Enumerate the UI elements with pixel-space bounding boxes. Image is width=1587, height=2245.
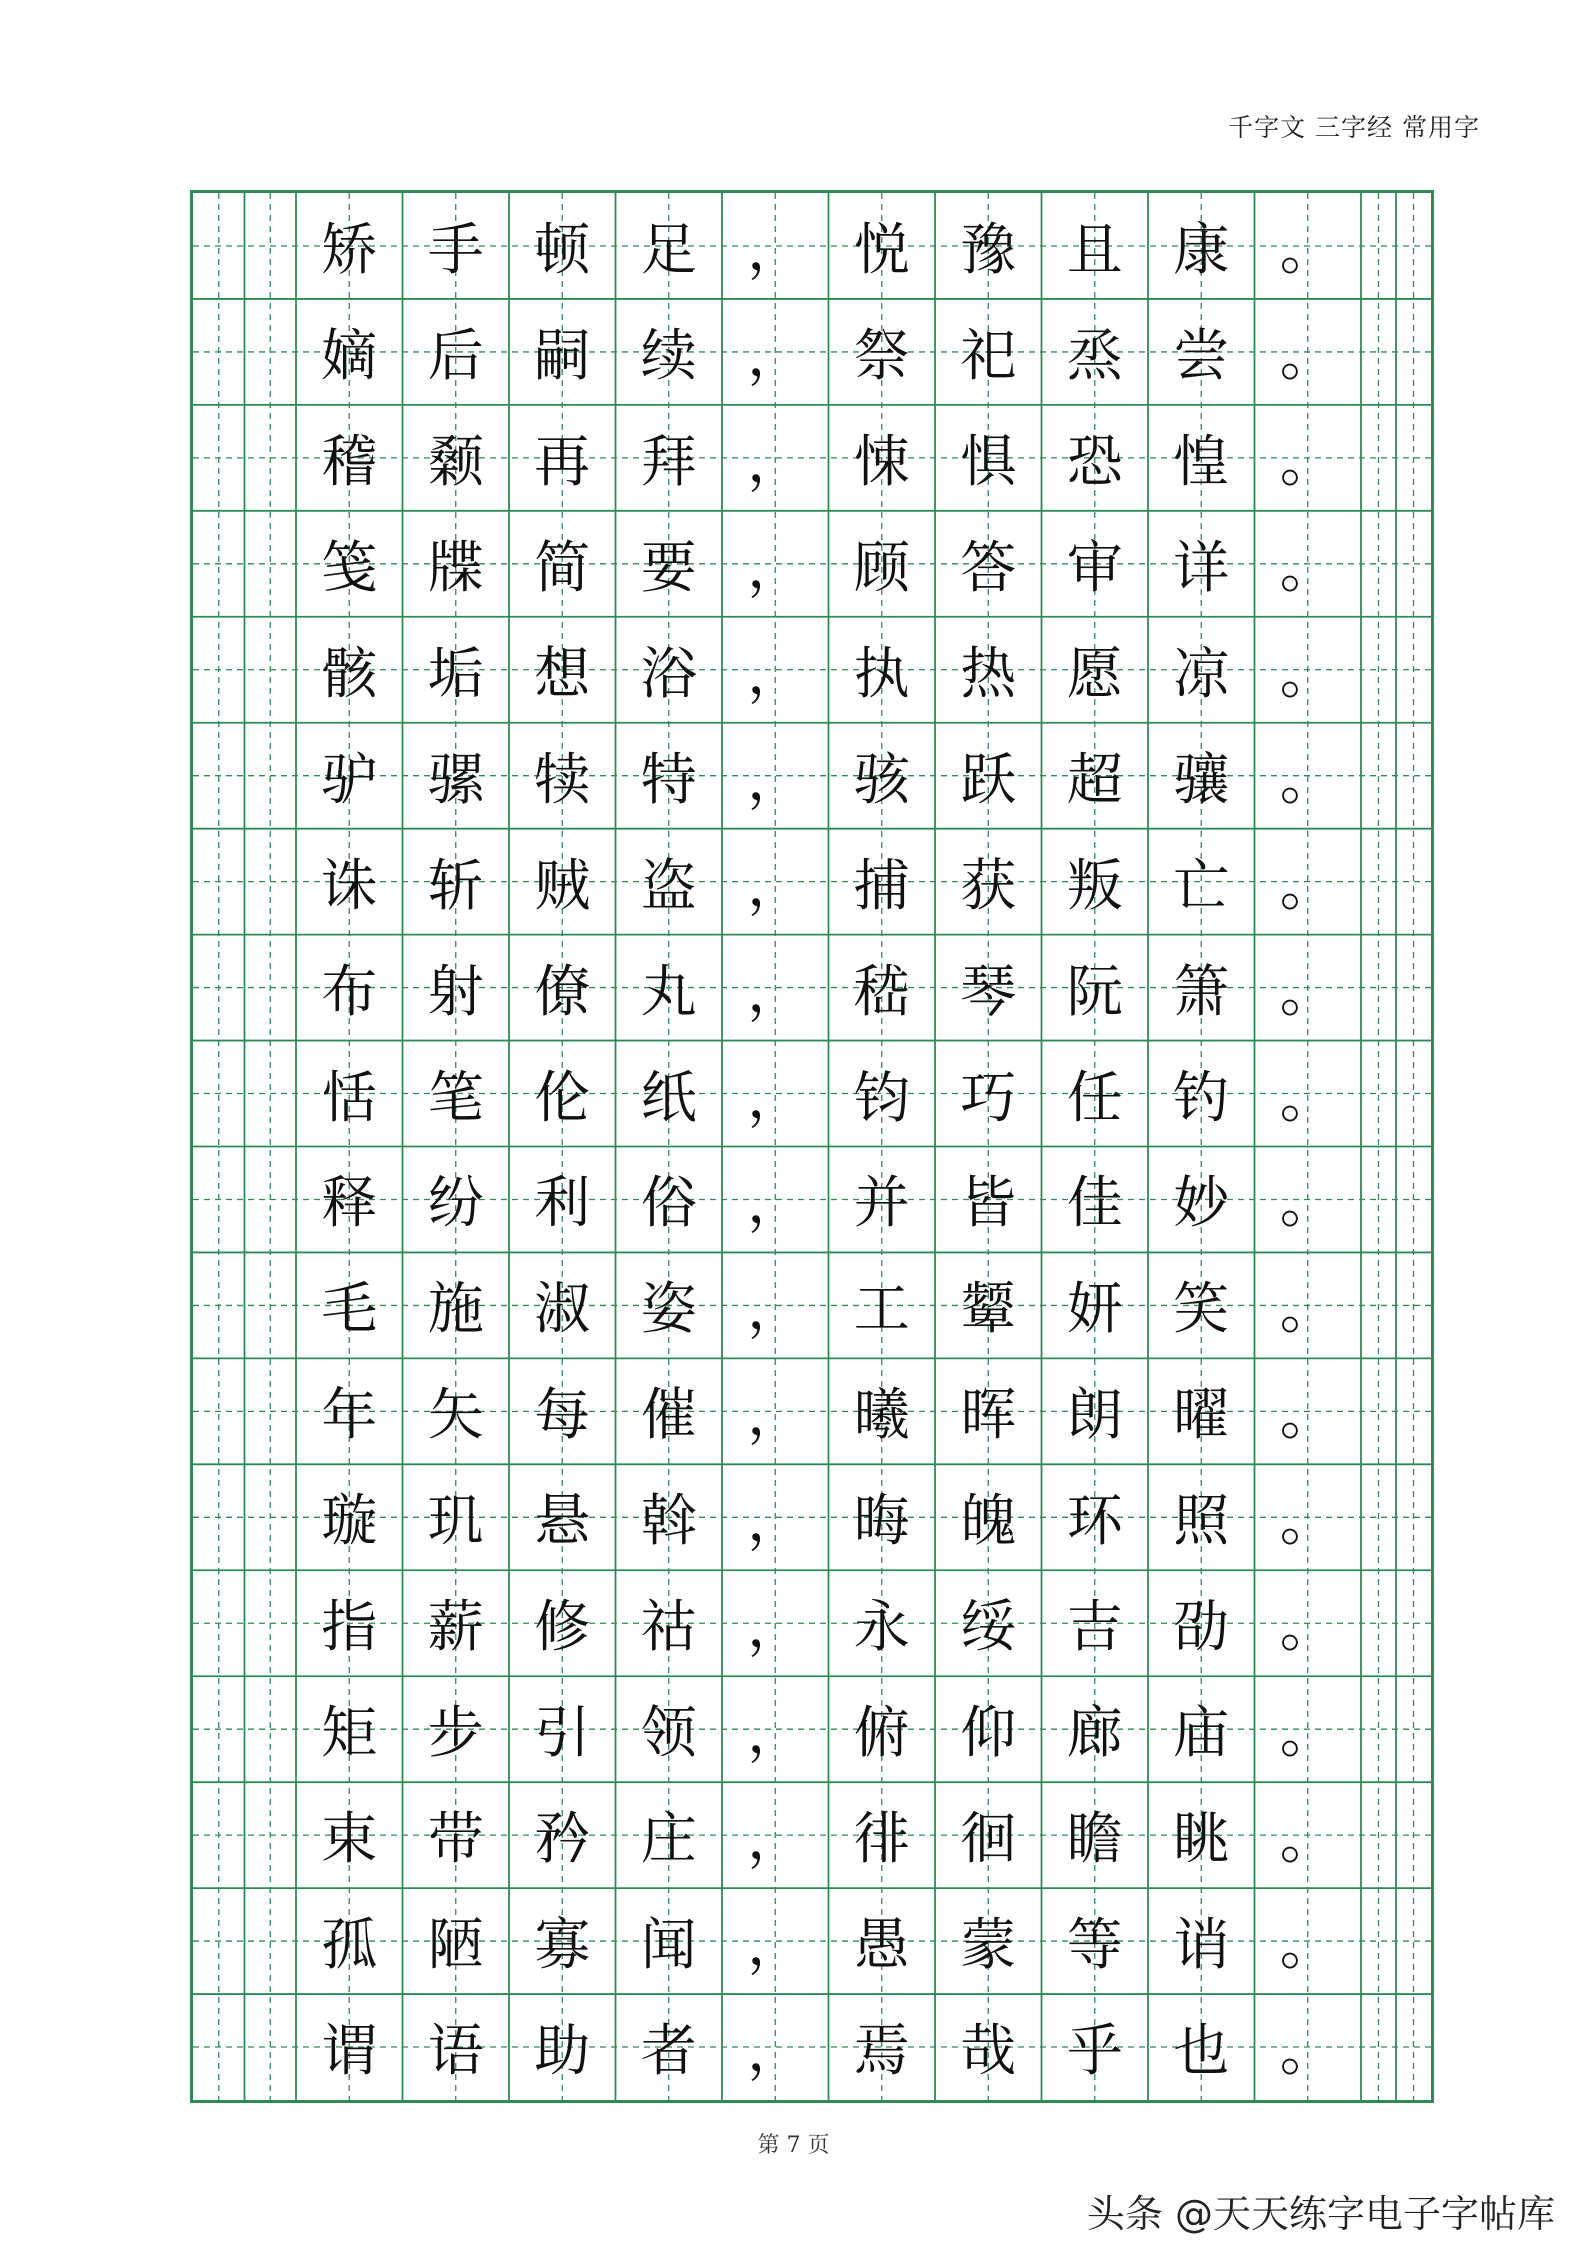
character-cell: 悬 xyxy=(534,1489,591,1555)
punctuation-cell: 。 xyxy=(1279,1383,1336,1449)
character-cell: 等 xyxy=(1066,1913,1123,1979)
punctuation-cell: ， xyxy=(747,429,804,495)
character-cell: 利 xyxy=(534,1171,591,1237)
character-cell: 晖 xyxy=(960,1383,1017,1449)
punctuation-cell: 。 xyxy=(1279,323,1336,389)
character-cell: 佳 xyxy=(1066,1171,1123,1237)
character-cell: 续 xyxy=(640,323,697,389)
character-cell: 焉 xyxy=(853,2019,910,2085)
character-cell: 执 xyxy=(853,641,910,707)
character-cell: 纸 xyxy=(640,1065,697,1131)
character-cell: 祜 xyxy=(640,1595,697,1661)
character-cell: 毛 xyxy=(321,1277,378,1343)
character-cell: 眺 xyxy=(1173,1807,1230,1873)
character-cell: 特 xyxy=(640,747,697,813)
character-cell: 薪 xyxy=(427,1595,484,1661)
character-cell: 惶 xyxy=(1173,429,1230,495)
punctuation-cell: ， xyxy=(747,217,804,283)
punctuation-cell: ， xyxy=(747,1701,804,1767)
character-cell: 足 xyxy=(640,217,697,283)
character-cell: 魄 xyxy=(960,1489,1017,1555)
character-cell: 施 xyxy=(427,1277,484,1343)
punctuation-cell: ， xyxy=(747,1065,804,1131)
character-cell: 笑 xyxy=(1173,1277,1230,1343)
character-cell: 愿 xyxy=(1066,641,1123,707)
punctuation-cell: 。 xyxy=(1279,1701,1336,1767)
character-cell: 永 xyxy=(853,1595,910,1661)
character-cell: 凉 xyxy=(1173,641,1230,707)
character-cell: 矩 xyxy=(321,1701,378,1767)
character-cell: 照 xyxy=(1173,1489,1230,1555)
character-cell: 斩 xyxy=(427,853,484,919)
punctuation-cell: 。 xyxy=(1279,535,1336,601)
character-cell: 语 xyxy=(427,2019,484,2085)
character-cell: 颦 xyxy=(960,1277,1017,1343)
character-cell: 曦 xyxy=(853,1383,910,1449)
punctuation-cell: ， xyxy=(747,747,804,813)
punctuation-cell: 。 xyxy=(1279,959,1336,1025)
character-cell: 束 xyxy=(321,1807,378,1873)
punctuation-cell: 。 xyxy=(1279,2019,1336,2085)
character-cell: 俗 xyxy=(640,1171,697,1237)
character-cell: 捕 xyxy=(853,853,910,919)
character-cell: 玑 xyxy=(427,1489,484,1555)
character-cell: 淑 xyxy=(534,1277,591,1343)
character-cell: 跃 xyxy=(960,747,1017,813)
character-cell: 钧 xyxy=(853,1065,910,1131)
character-cell: 朗 xyxy=(1066,1383,1123,1449)
character-cell: 烝 xyxy=(1066,323,1123,389)
punctuation-cell: ， xyxy=(747,1913,804,1979)
character-cell: 康 xyxy=(1173,217,1230,283)
character-cell: 浴 xyxy=(640,641,697,707)
character-cell: 笺 xyxy=(321,535,378,601)
character-cell: 璇 xyxy=(321,1489,378,1555)
character-cell: 释 xyxy=(321,1171,378,1237)
character-cell: 庙 xyxy=(1173,1701,1230,1767)
character-cell: 阮 xyxy=(1066,959,1123,1025)
character-cell: 环 xyxy=(1066,1489,1123,1555)
character-cell: 获 xyxy=(960,853,1017,919)
character-cell: 闻 xyxy=(640,1913,697,1979)
character-cell: 悚 xyxy=(853,429,910,495)
punctuation-cell: ， xyxy=(747,853,804,919)
punctuation-cell: ， xyxy=(747,535,804,601)
character-cell: 者 xyxy=(640,2019,697,2085)
character-cell: 催 xyxy=(640,1383,697,1449)
character-cell: 骧 xyxy=(1173,747,1230,813)
punctuation-cell: 。 xyxy=(1279,1277,1336,1343)
character-cell: 巧 xyxy=(960,1065,1017,1131)
character-cell: 指 xyxy=(321,1595,378,1661)
punctuation-cell: ， xyxy=(747,323,804,389)
character-cell: 再 xyxy=(534,429,591,495)
character-cell: 详 xyxy=(1173,535,1230,601)
character-cell: 祀 xyxy=(960,323,1017,389)
character-cell: 也 xyxy=(1173,2019,1230,2085)
character-cell: 领 xyxy=(640,1701,697,1767)
punctuation-cell: ， xyxy=(747,1171,804,1237)
character-cell: 仰 xyxy=(960,1701,1017,1767)
character-cell: 矢 xyxy=(427,1383,484,1449)
character-cell: 谓 xyxy=(321,2019,378,2085)
character-cell: 颡 xyxy=(427,429,484,495)
character-cell: 垢 xyxy=(427,641,484,707)
character-cell: 拜 xyxy=(640,429,697,495)
character-cell: 骇 xyxy=(853,747,910,813)
character-cell: 助 xyxy=(534,2019,591,2085)
character-cell: 审 xyxy=(1066,535,1123,601)
character-cell: 骸 xyxy=(321,641,378,707)
character-cell: 嵇 xyxy=(853,959,910,1025)
punctuation-cell: ， xyxy=(747,1277,804,1343)
character-cell: 寡 xyxy=(534,1913,591,1979)
character-cell: 徊 xyxy=(960,1807,1017,1873)
character-cell: 妍 xyxy=(1066,1277,1123,1343)
character-cell: 斡 xyxy=(640,1489,697,1555)
character-cell: 徘 xyxy=(853,1807,910,1873)
punctuation-cell: 。 xyxy=(1279,1171,1336,1237)
character-cell: 矜 xyxy=(534,1807,591,1873)
character-cell: 且 xyxy=(1066,217,1123,283)
character-cell: 布 xyxy=(321,959,378,1025)
character-cell: 绥 xyxy=(960,1595,1017,1661)
character-cell: 愚 xyxy=(853,1913,910,1979)
character-cell: 热 xyxy=(960,641,1017,707)
punctuation-cell: ， xyxy=(747,641,804,707)
punctuation-cell: ， xyxy=(747,959,804,1025)
character-cell: 亡 xyxy=(1173,853,1230,919)
page-number: 第 7 页 xyxy=(757,2133,830,2158)
character-cell: 诛 xyxy=(321,853,378,919)
character-cell: 超 xyxy=(1066,747,1123,813)
character-cell: 牒 xyxy=(427,535,484,601)
punctuation-cell: 。 xyxy=(1279,1595,1336,1661)
source-watermark: 头条 @天天练字电子字帖库 xyxy=(1086,2192,1555,2236)
punctuation-cell: ， xyxy=(747,1807,804,1873)
character-cell: 手 xyxy=(427,217,484,283)
punctuation-cell: 。 xyxy=(1279,1065,1336,1131)
character-cell: 引 xyxy=(534,1701,591,1767)
character-cell: 吉 xyxy=(1066,1595,1123,1661)
character-cell: 箫 xyxy=(1173,959,1230,1025)
character-cell: 祭 xyxy=(853,323,910,389)
character-cell: 射 xyxy=(427,959,484,1025)
character-cell: 贼 xyxy=(534,853,591,919)
character-cell: 劭 xyxy=(1173,1595,1230,1661)
character-cell: 俯 xyxy=(853,1701,910,1767)
character-cell: 陋 xyxy=(427,1913,484,1979)
character-cell: 犊 xyxy=(534,747,591,813)
character-cell: 带 xyxy=(427,1807,484,1873)
character-cell: 诮 xyxy=(1173,1913,1230,1979)
character-cell: 乎 xyxy=(1066,2019,1123,2085)
character-cell: 驴 xyxy=(321,747,378,813)
character-cell: 曜 xyxy=(1173,1383,1230,1449)
punctuation-cell: 。 xyxy=(1279,853,1336,919)
character-cell: 想 xyxy=(534,641,591,707)
character-cell: 顿 xyxy=(534,217,591,283)
punctuation-cell: 。 xyxy=(1279,1807,1336,1873)
character-cell: 惧 xyxy=(960,429,1017,495)
punctuation-cell: ， xyxy=(747,1383,804,1449)
character-cell: 悦 xyxy=(853,217,910,283)
character-cell: 尝 xyxy=(1173,323,1230,389)
punctuation-cell: 。 xyxy=(1279,747,1336,813)
character-cell: 步 xyxy=(427,1701,484,1767)
punctuation-cell: 。 xyxy=(1279,641,1336,707)
character-cell: 年 xyxy=(321,1383,378,1449)
character-cell: 瞻 xyxy=(1066,1807,1123,1873)
character-cell: 恐 xyxy=(1066,429,1123,495)
character-cell: 任 xyxy=(1066,1065,1123,1131)
character-cell: 纷 xyxy=(427,1171,484,1237)
copybook-grid xyxy=(190,190,1434,2103)
punctuation-cell: ， xyxy=(747,2019,804,2085)
character-cell: 钓 xyxy=(1173,1065,1230,1131)
punctuation-cell: 。 xyxy=(1279,217,1336,283)
character-cell: 工 xyxy=(853,1277,910,1343)
character-cell: 晦 xyxy=(853,1489,910,1555)
character-cell: 孤 xyxy=(321,1913,378,1979)
character-cell: 嫡 xyxy=(321,323,378,389)
punctuation-cell: ， xyxy=(747,1595,804,1661)
character-cell: 答 xyxy=(960,535,1017,601)
character-cell: 每 xyxy=(534,1383,591,1449)
character-cell: 丸 xyxy=(640,959,697,1025)
character-cell: 琴 xyxy=(960,959,1017,1025)
character-cell: 嗣 xyxy=(534,323,591,389)
character-cell: 皆 xyxy=(960,1171,1017,1237)
character-cell: 豫 xyxy=(960,217,1017,283)
character-cell: 后 xyxy=(427,323,484,389)
punctuation-cell: 。 xyxy=(1279,429,1336,495)
character-cell: 笔 xyxy=(427,1065,484,1131)
character-cell: 妙 xyxy=(1173,1171,1230,1237)
punctuation-cell: 。 xyxy=(1279,1913,1336,1979)
character-cell: 廊 xyxy=(1066,1701,1123,1767)
character-cell: 骡 xyxy=(427,747,484,813)
punctuation-cell: ， xyxy=(747,1489,804,1555)
character-cell: 蒙 xyxy=(960,1913,1017,1979)
page-header-title: 千字文 三字经 常用字 xyxy=(1228,113,1480,142)
character-cell: 盗 xyxy=(640,853,697,919)
character-cell: 叛 xyxy=(1066,853,1123,919)
character-cell: 矫 xyxy=(321,217,378,283)
character-cell: 姿 xyxy=(640,1277,697,1343)
character-cell: 并 xyxy=(853,1171,910,1237)
character-cell: 要 xyxy=(640,535,697,601)
character-cell: 稽 xyxy=(321,429,378,495)
character-cell: 修 xyxy=(534,1595,591,1661)
character-cell: 哉 xyxy=(960,2019,1017,2085)
character-cell: 顾 xyxy=(853,535,910,601)
character-cell: 庄 xyxy=(640,1807,697,1873)
character-cell: 伦 xyxy=(534,1065,591,1131)
character-cell: 僚 xyxy=(534,959,591,1025)
punctuation-cell: 。 xyxy=(1279,1489,1336,1555)
character-cell: 简 xyxy=(534,535,591,601)
character-cell: 恬 xyxy=(321,1065,378,1131)
